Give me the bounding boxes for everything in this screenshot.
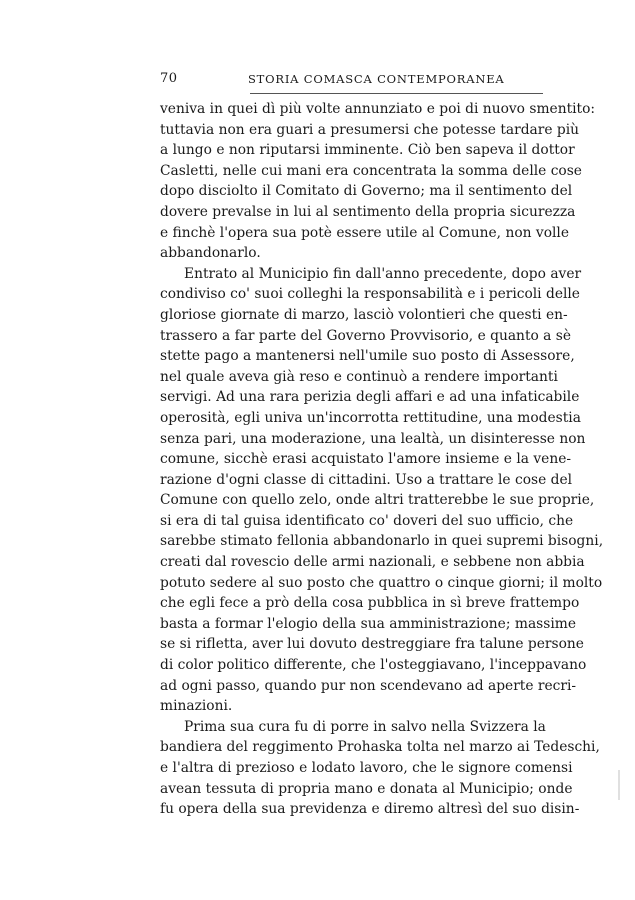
header-rule [250, 93, 543, 94]
text-line: senza pari, una moderazione, una lealtà, un disinteresse non [160, 430, 586, 447]
text-line: a lungo e non riputarsi imminente. Ciò ben sapeva il dottor [160, 142, 575, 159]
text-line: trassero a far parte del Governo Provvisorio, e quanto a sè [160, 327, 572, 344]
text-line: se si rifletta, aver lui dovuto destreggiare fra talune persone [160, 636, 584, 653]
text-line: basta a formar l'elogio della sua amministrazione; massime [160, 615, 576, 632]
paragraph-first-line: Prima sua cura fu di porre in salvo nella Svizzera la [184, 718, 546, 735]
text-line: razione d'ogni classe di cittadini. Uso a trattare le cose del [160, 471, 573, 488]
text-line: dopo disciolto il Comitato di Governo; ma il sentimento del [160, 183, 573, 200]
text-line: si era di tal guisa identificato co' doveri del suo ufficio, che [160, 512, 574, 529]
text-line: fu opera della sua previdenza e diremo altresì del suo disin- [160, 801, 580, 818]
text-line: Casletti, nelle cui mani era concentrata la somma delle cose [160, 162, 582, 179]
running-title: STORIA COMASCA CONTEMPORANEA [248, 72, 505, 86]
text-line: e finchè l'opera sua potè essere utile al Comune, non volle [160, 224, 570, 241]
text-line: abbandonarlo. [160, 245, 261, 262]
paragraph-first-line: Entrato al Municipio fin dall'anno precedente, dopo aver [184, 265, 582, 282]
text-line: comune, sicchè erasi acquistato l'amore insieme e la vene- [160, 451, 572, 468]
text-line: servigi. Ad una rara perizia degli affari e ad una infaticabile [160, 389, 580, 406]
text-line: sarebbe stimato fellonia abbandonarlo in quei supremi bisogni, [160, 533, 604, 550]
text-line: operosità, egli univa un'incorrotta rettitudine, una modestia [160, 409, 581, 426]
text-line: bandiera del reggimento Prohaska tolta nel marzo ai Tedeschi, [160, 739, 600, 756]
text-line: tuttavia non era guari a presumersi che potesse tardare più [160, 121, 580, 138]
scan-margin-mark [618, 770, 620, 800]
text-line: potuto sedere al suo posto che quattro o cinque giorni; il molto [160, 574, 603, 591]
page-number: 70 [160, 71, 178, 86]
text-line: dovere prevalse in lui al sentimento della propria sicurezza [160, 203, 576, 220]
text-line: Comune con quello zelo, onde altri tratterebbe le sue proprie, [160, 492, 595, 509]
text-line: avean tessuta di propria mano e donata al Municipio; onde [160, 780, 573, 797]
text-line: nel quale aveva già reso e continuò a rendere importanti [160, 368, 558, 385]
text-line: veniva in quei dì più volte annunziato e poi di nuovo smentito: [160, 101, 596, 117]
running-head [160, 70, 543, 88]
text-line: di color politico differente, che l'osteggiavano, l'inceppavano [160, 657, 587, 674]
body-text [160, 99, 604, 820]
text-line: minazioni. [160, 698, 233, 715]
text-line: stette pago a mantenersi nell'umile suo posto di Assessore, [160, 348, 575, 365]
text-line: gloriose giornate di marzo, lasciò volontieri che questi en- [160, 306, 568, 323]
text-line: ad ogni passo, quando pur non scendevano ad aperte recri- [160, 677, 577, 694]
text-line: e l'altra di prezioso e lodato lavoro, che le signore comensi [160, 760, 573, 776]
text-line: che egli fece a prò della cosa pubblica in sì breve frattempo [160, 595, 580, 612]
text-line: condiviso co' suoi colleghi la responsabilità e i pericoli delle [160, 286, 580, 303]
text-line: creati dal rovescio delle armi nazionali, e sebbene non abbia [160, 554, 585, 571]
